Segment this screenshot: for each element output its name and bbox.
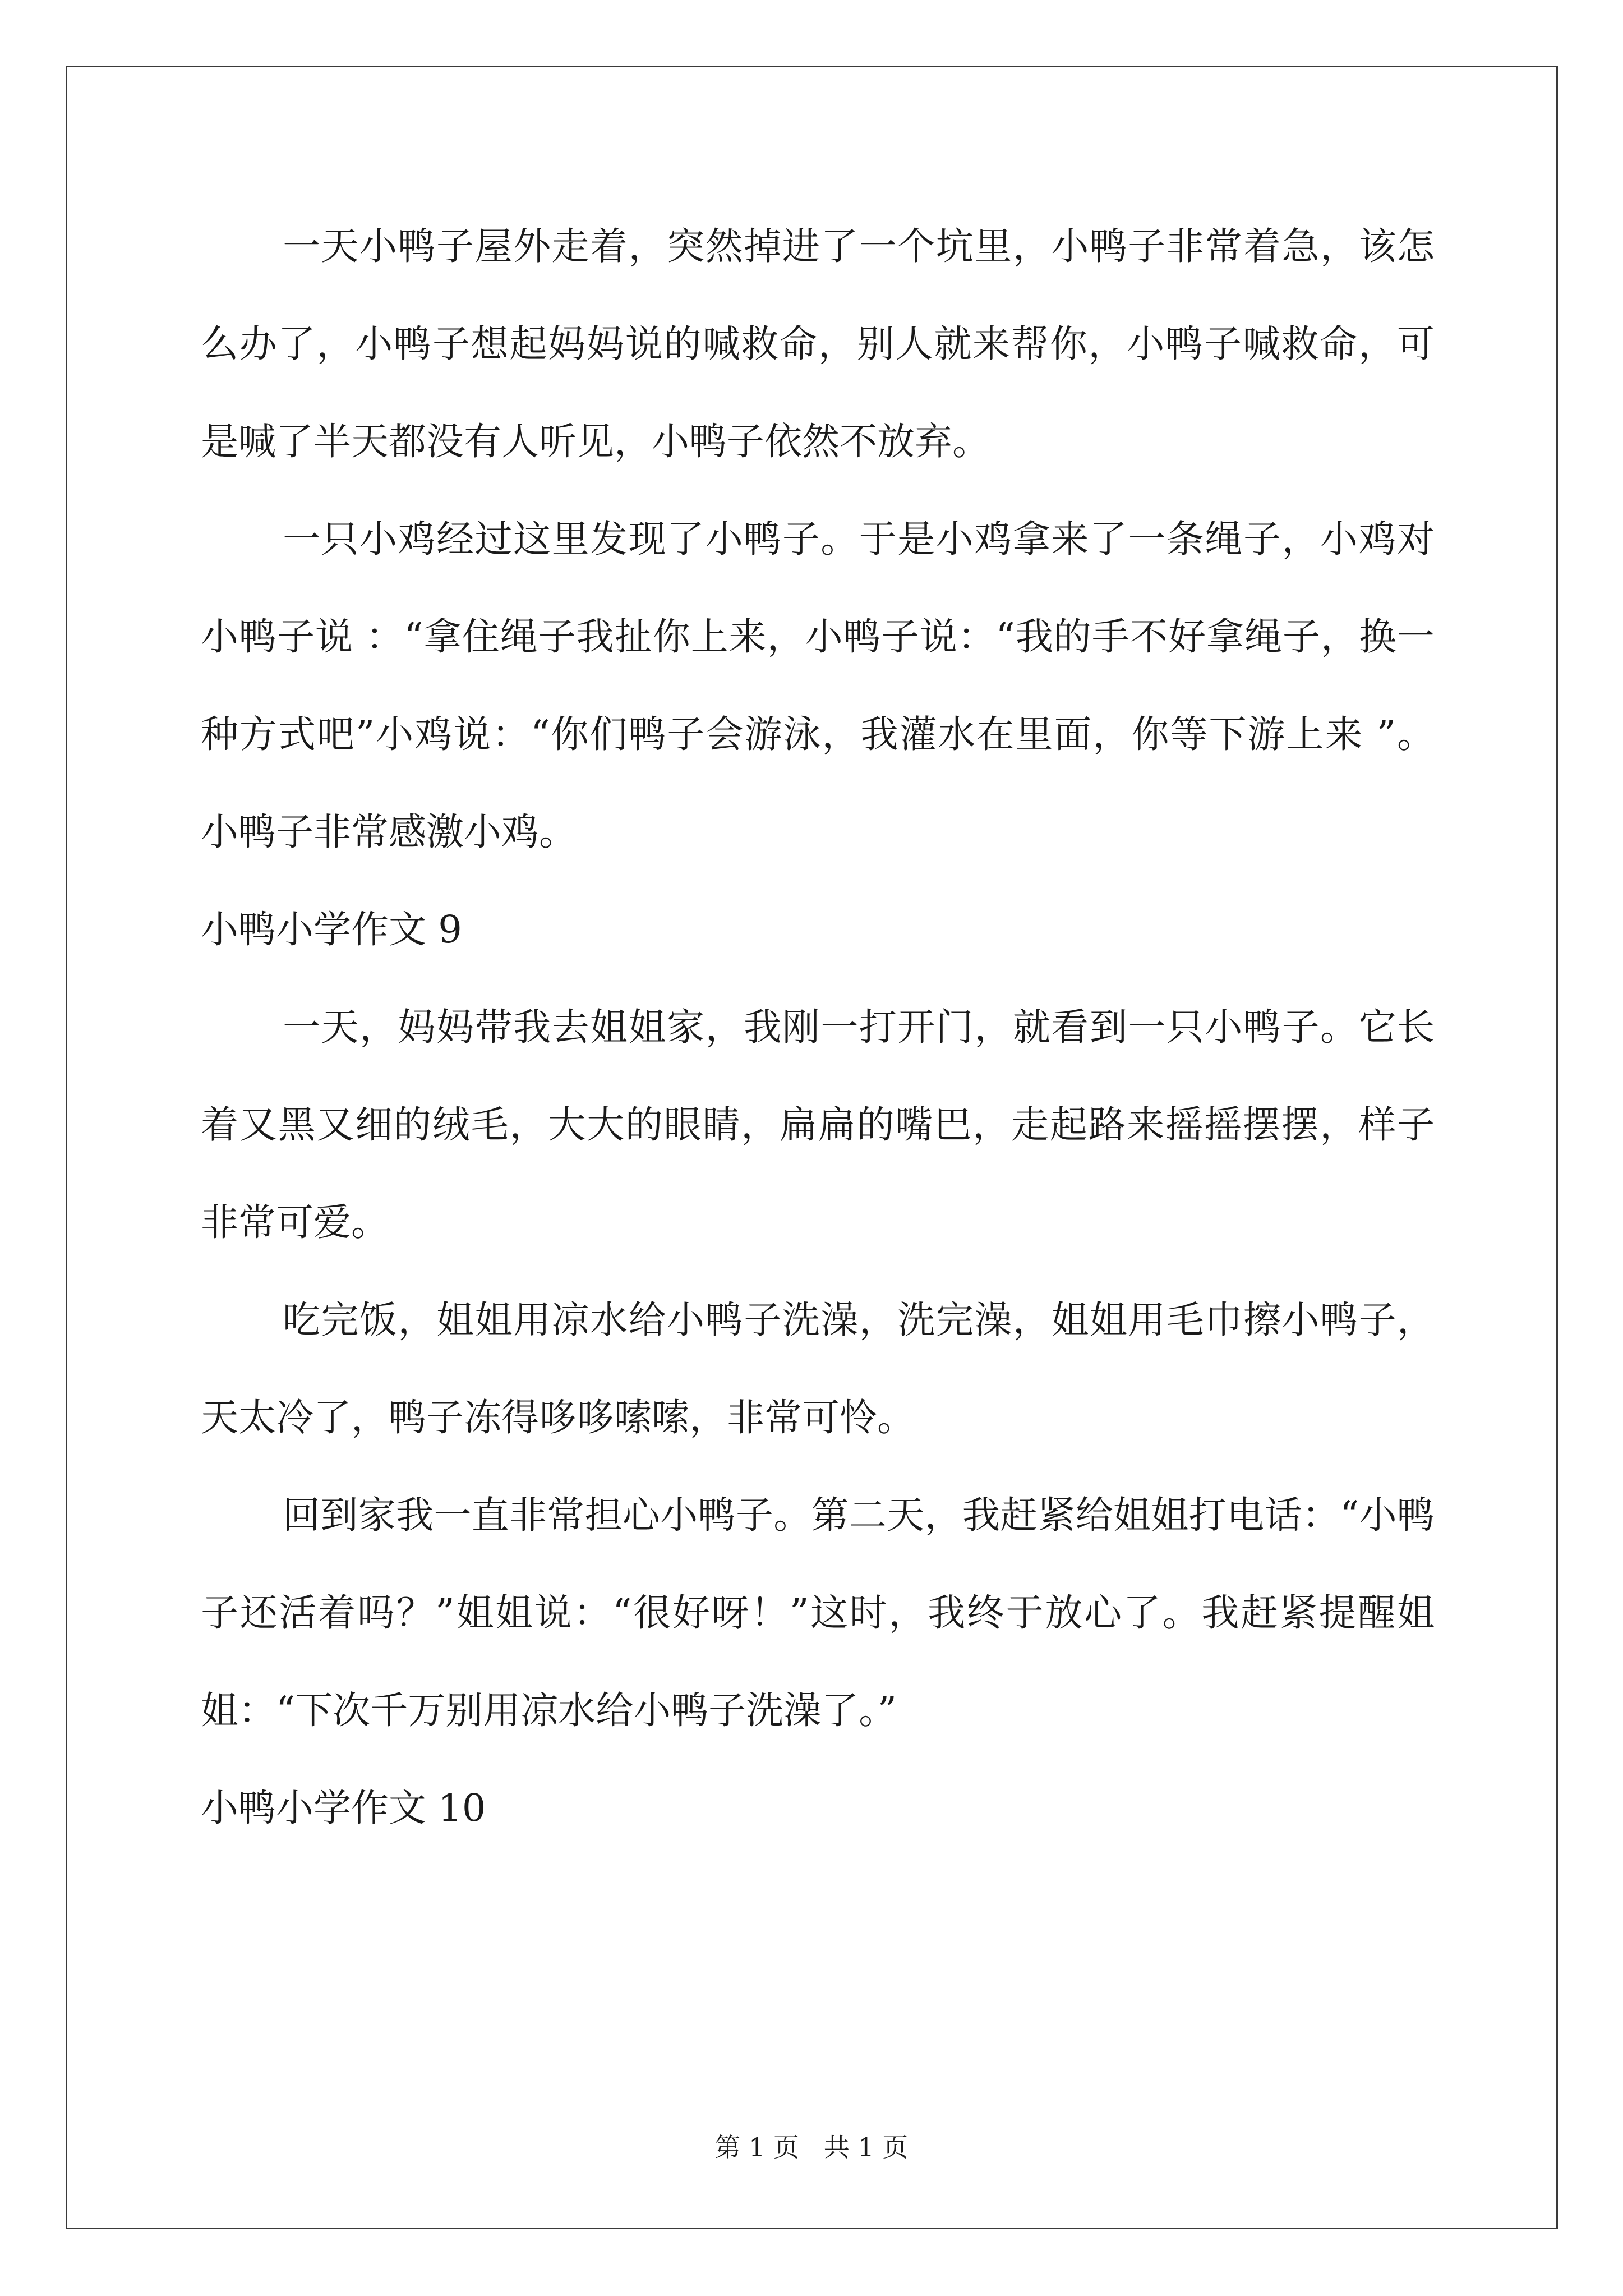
- paragraph: 回到家我一直非常担心小鸭子。第二天，我赶紧给姐姐打电话：“小鸭子还活着吗？”姐姐说：“很好呀！”这时，我终于放心了。我赶紧提醒姐姐：“下次千万别用凉水给小鸭子洗澡了。”: [201, 1493, 1435, 1732]
- paragraph: 一只小鸡经过这里发现了小鸭子。于是小鸡拿来了一条绳子，小鸡对小鸭子说 ：“拿住绳子我扯你上来，小鸭子说：“我的手不好拿绳子，换一种方式吧”小鸡说：“你们鸭子会游泳，我灌水在里面，你等下游上来 ”。小鸭子非常感激小鸡。: [201, 517, 1435, 854]
- paragraph: 吃完饭，姐姐用凉水给小鸭子洗澡，洗完澡，姐姐用毛巾擦小鸭子，天太冷了，鸭子冻得哆哆嗦嗦，非常可怜。: [201, 1298, 1435, 1439]
- paragraph: 一天小鸭子屋外走着，突然掉进了一个坑里，小鸭子非常着急，该怎么办了，小鸭子想起妈妈说的喊救命，别人就来帮你，小鸭子喊救命，可是喊了半天都没有人听见，小鸭子依然不放弃。: [201, 224, 1435, 463]
- section-heading: 小鸭小学作文 10: [201, 1786, 486, 1830]
- page-footer: [0, 2131, 1623, 2164]
- document-body: [201, 197, 1435, 1857]
- paragraph: 一天，妈妈带我去姐姐家，我刚一打开门，就看到一只小鸭子。它长着又黑又细的绒毛，大大的眼睛，扁扁的嘴巴，走起路来摇摇摆摆，样子非常可爱。: [201, 1005, 1435, 1244]
- page-number: 第 1 页 共 1 页: [714, 2132, 909, 2162]
- section-heading: 小鸭小学作文 9: [201, 908, 462, 951]
